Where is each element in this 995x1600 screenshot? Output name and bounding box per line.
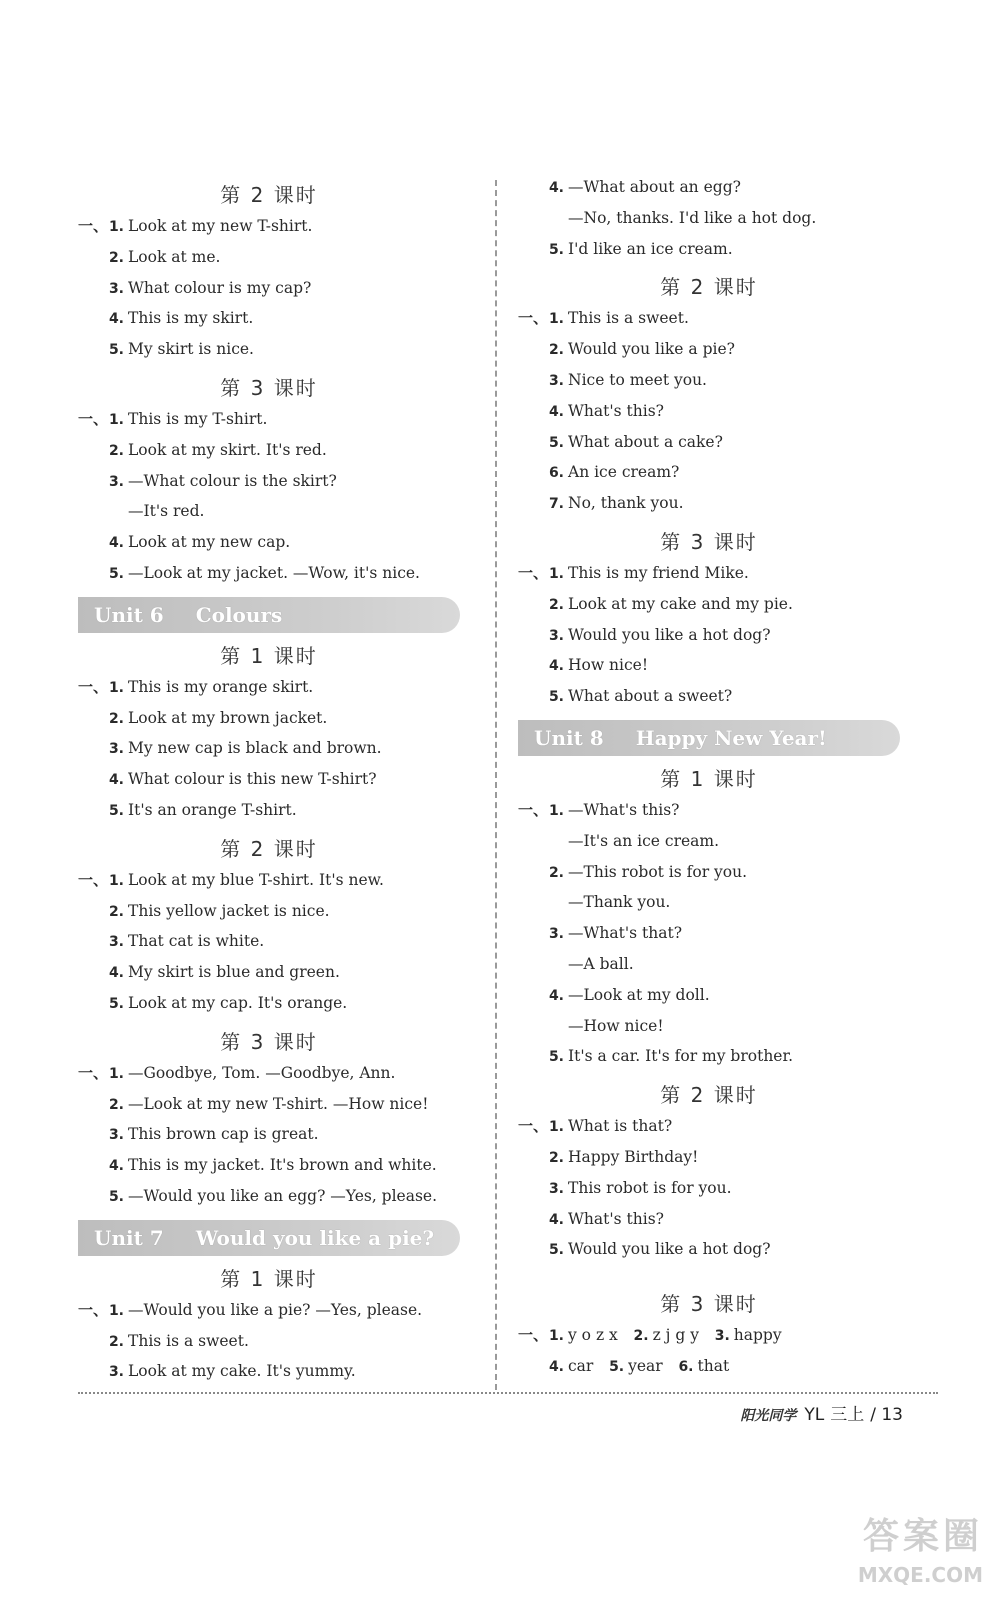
answer-list [78, 672, 460, 826]
section-mark: 一、 [78, 1300, 109, 1319]
answer-line [518, 887, 900, 918]
unit-label: Unit 7 [94, 1225, 164, 1250]
answer-text: —Would you like a pie? —Yes, please. [128, 1300, 423, 1319]
answer-line [78, 1356, 460, 1387]
answer-line [78, 896, 460, 927]
answer-text: happy [733, 1326, 782, 1345]
answer-line [518, 826, 900, 857]
answer-text: Would you like a hot dog? [568, 1240, 771, 1259]
unit-title: Would you like a pie? [195, 1225, 435, 1250]
item-number: 2. [108, 442, 124, 459]
answer-text: —Look at my doll. [568, 985, 710, 1004]
answer-line [78, 1326, 460, 1357]
lesson-heading: 第 3 课时 [220, 1029, 318, 1054]
answer-line [78, 703, 460, 734]
answer-text: —No, thanks. I'd like a hot dog. [568, 208, 817, 227]
item-number: 1. [548, 311, 564, 328]
answer-line [518, 1351, 900, 1382]
answer-text: year [628, 1356, 663, 1375]
answer-text: —What's this? [568, 800, 680, 819]
item-number: 4. [108, 772, 124, 789]
answer-line [518, 365, 900, 396]
section-mark: 一、 [518, 1117, 549, 1136]
answer-line [78, 957, 460, 988]
answer-text: This yellow jacket is nice. [128, 901, 330, 920]
section-mark: 一、 [518, 800, 549, 819]
answer-text: What colour is my cap? [128, 278, 312, 297]
item-number: 5. [548, 1242, 564, 1259]
page-number: / 13 [870, 1405, 903, 1425]
answer-list [78, 404, 460, 589]
answer-line [78, 334, 460, 365]
item-number: 3. [548, 1180, 564, 1197]
answer-text: Look at my cake and my pie. [568, 594, 793, 613]
answer-text: This brown cap is great. [128, 1125, 319, 1144]
item-number: 6. [548, 465, 564, 482]
answer-line [518, 1142, 900, 1173]
footer-rule [78, 1392, 938, 1394]
page-footer [740, 1398, 903, 1432]
answer-text: —What colour is the skirt? [128, 471, 337, 490]
answer-text: How nice! [568, 656, 649, 675]
answer-line [518, 172, 900, 203]
section-mark: 一、 [78, 1063, 109, 1082]
section-mark: 一、 [518, 1326, 549, 1345]
item-number: 6. [678, 1358, 694, 1375]
answer-list [518, 303, 900, 519]
answer-text: What colour is this new T-shirt? [128, 770, 377, 789]
answer-line [78, 273, 460, 304]
grade-label: 三上 [830, 1405, 865, 1425]
answer-line [78, 1058, 460, 1089]
item-number: 4. [548, 403, 564, 420]
answer-text: My skirt is nice. [128, 340, 254, 359]
answer-line [518, 620, 900, 651]
item-number: 4. [108, 965, 124, 982]
lesson-heading: 第 3 课时 [220, 375, 318, 400]
answer-line [78, 242, 460, 273]
item-number: 3. [108, 473, 124, 490]
answer-line [518, 457, 900, 488]
answer-text: —Look at my jacket. —Wow, it's nice. [128, 563, 420, 582]
answer-text: Would you like a hot dog? [568, 625, 771, 644]
answer-list [78, 1295, 460, 1387]
answer-text: This is a sweet. [128, 1331, 249, 1350]
item-number: 5. [609, 1358, 625, 1375]
answer-line [78, 1295, 460, 1326]
lesson-heading: 第 2 课时 [220, 183, 318, 207]
answer-line [518, 234, 900, 265]
answer-line [78, 764, 460, 795]
section-mark: 一、 [78, 677, 109, 696]
answer-text: —Goodbye, Tom. —Goodbye, Ann. [128, 1063, 396, 1082]
answer-text: —Thank you. [568, 893, 671, 912]
item-number: 5. [108, 1188, 124, 1205]
lesson-heading: 第 3 课时 [660, 1292, 758, 1317]
watermark-url: MXQE.COM [857, 1563, 983, 1587]
answer-text: Look at my cap. It's orange. [128, 993, 348, 1012]
answer-text: That cat is white. [128, 932, 265, 951]
answer-line [518, 1011, 900, 1042]
answer-text: —Would you like an egg? —Yes, please. [128, 1186, 438, 1205]
answer-text: This is my skirt. [128, 309, 254, 328]
answer-line [518, 1204, 900, 1235]
answer-line [518, 1173, 900, 1204]
answer-list [518, 558, 900, 712]
item-number: 1. [548, 565, 564, 582]
section-mark: 一、 [518, 309, 549, 328]
item-number: 5. [548, 434, 564, 451]
answer-line [78, 865, 460, 896]
item-number: 3. [548, 926, 564, 943]
item-number: 7. [548, 496, 564, 513]
watermark-text: 答案圈 [862, 1516, 983, 1557]
answer-text: —What about an egg? [568, 178, 741, 196]
answer-text: What is that? [568, 1117, 673, 1136]
column-divider [495, 180, 497, 1390]
item-number: 1. [548, 1328, 564, 1345]
lesson-heading: 第 2 课时 [660, 1083, 758, 1108]
item-number: 4. [108, 311, 124, 328]
answer-line [518, 1041, 900, 1072]
answer-line [78, 404, 460, 435]
answer-line [78, 672, 460, 703]
answer-text: This is my friend Mike. [568, 563, 749, 582]
answer-line [78, 558, 460, 589]
section-mark: 一、 [78, 870, 109, 889]
item-number: 2. [108, 903, 124, 920]
lesson-heading: 第 2 课时 [220, 836, 318, 861]
answer-line [518, 203, 900, 234]
item-number: 1. [108, 1065, 124, 1082]
item-number: 2. [548, 864, 564, 881]
answer-text: It's a car. It's for my brother. [568, 1047, 794, 1066]
item-number: 4. [108, 1158, 124, 1175]
answer-text: Look at my new T-shirt. [128, 217, 313, 235]
unit-title: Colours [195, 602, 283, 627]
answer-line [78, 435, 460, 466]
answer-text: —This robot is for you. [568, 862, 748, 881]
answer-line [78, 527, 460, 558]
answer-line [518, 795, 900, 826]
unit-title: Happy New Year! [635, 725, 827, 750]
item-number: 5. [108, 342, 124, 359]
answer-text: Happy Birthday! [568, 1147, 699, 1166]
item-number: 3. [108, 1127, 124, 1144]
item-number: 5. [548, 1049, 564, 1066]
item-number: 1. [108, 679, 124, 696]
item-number: 3. [108, 280, 124, 297]
answer-text: This is my T-shirt. [128, 409, 268, 428]
watermark-logo [833, 1508, 983, 1588]
answer-text: This is my orange skirt. [128, 677, 314, 696]
answer-text: What's this? [568, 1209, 664, 1228]
answer-text: that [697, 1356, 730, 1375]
answer-line [78, 926, 460, 957]
answer-text: What about a sweet? [568, 687, 733, 706]
answer-line [518, 488, 900, 519]
answer-text: Look at my cake. It's yummy. [128, 1362, 356, 1381]
answer-line [518, 980, 900, 1011]
item-number: 1. [108, 411, 124, 428]
answer-text: I'd like an ice cream. [568, 239, 733, 258]
unit-8-banner [518, 720, 900, 756]
answer-line [518, 396, 900, 427]
answer-line [518, 303, 900, 334]
answer-text: This is my jacket. It's brown and white. [128, 1156, 437, 1175]
answer-line [518, 857, 900, 888]
answer-line [78, 496, 460, 527]
answer-text: z j g y [652, 1326, 699, 1345]
answer-text: No, thank you. [568, 494, 684, 513]
unit-6-banner [78, 597, 460, 633]
section-mark: 一、 [78, 217, 109, 235]
item-number: 4. [108, 535, 124, 552]
item-number: 3. [548, 627, 564, 644]
answer-list [518, 172, 900, 264]
item-number: 3. [108, 934, 124, 951]
answer-text: —What's that? [568, 924, 683, 943]
section-mark: 一、 [518, 563, 549, 582]
answer-text: Look at my new cap. [128, 533, 291, 552]
answer-line [78, 988, 460, 1019]
answer-text: —A ball. [568, 954, 634, 973]
lesson-heading: 第 3 课时 [660, 529, 758, 554]
answer-line [518, 1111, 900, 1142]
answer-line [518, 681, 900, 712]
answer-text: car [568, 1356, 594, 1375]
left-column [78, 172, 460, 1387]
answer-text: This is a sweet. [568, 309, 689, 328]
answer-list [78, 1058, 460, 1212]
item-number: 2. [108, 249, 124, 266]
answer-text: Look at my brown jacket. [128, 708, 328, 727]
section-mark: 一、 [78, 409, 109, 428]
item-number: 4. [548, 1211, 564, 1228]
answer-line [518, 650, 900, 681]
unit-7-banner [78, 1220, 460, 1256]
answer-text: My new cap is black and brown. [128, 739, 382, 758]
item-number: 5. [108, 802, 124, 819]
answer-text: —It's red. [128, 502, 205, 521]
answer-line [518, 427, 900, 458]
item-number: 2. [548, 596, 564, 613]
answer-text: My skirt is blue and green. [128, 963, 340, 982]
answer-line [78, 1089, 460, 1120]
answer-line [518, 918, 900, 949]
lesson-heading: 第 2 课时 [660, 275, 758, 300]
answer-list [518, 1111, 900, 1265]
brand-logo: 阳光同学 [740, 1408, 797, 1424]
item-number: 4. [548, 987, 564, 1004]
item-number: 1. [548, 1119, 564, 1136]
answer-line [518, 949, 900, 980]
unit-label: Unit 8 [534, 725, 604, 750]
item-number: 5. [548, 241, 564, 258]
item-number: 5. [548, 689, 564, 706]
item-number: 1. [108, 872, 124, 889]
item-number: 1. [108, 1302, 124, 1319]
answer-line [518, 1234, 900, 1265]
item-number: 5. [108, 995, 124, 1012]
answer-line [78, 795, 460, 826]
series-code: YL [804, 1405, 825, 1425]
item-number: 1. [548, 802, 564, 819]
answer-line [78, 303, 460, 334]
answer-line [518, 1320, 900, 1351]
answer-text: What about a cake? [568, 432, 723, 451]
item-number: 4. [548, 180, 564, 196]
item-number: 4. [548, 1358, 564, 1375]
answer-text: An ice cream? [568, 463, 680, 482]
answer-list [518, 795, 900, 1072]
item-number: 2. [108, 1333, 124, 1350]
answer-text: Look at my skirt. It's red. [128, 440, 327, 459]
item-number: 3. [108, 741, 124, 758]
answer-text: —It's an ice cream. [568, 831, 720, 850]
answer-line [78, 1119, 460, 1150]
answer-line [78, 1181, 460, 1212]
answer-text: Look at my blue T-shirt. It's new. [128, 870, 384, 889]
answer-text: Would you like a pie? [568, 340, 735, 359]
item-number: 2. [108, 1096, 124, 1113]
answer-text: Nice to meet you. [568, 370, 707, 389]
answer-text: —How nice! [568, 1016, 664, 1035]
answer-line [518, 558, 900, 589]
answer-text: Look at me. [128, 247, 221, 266]
item-number: 5. [108, 565, 124, 582]
unit-label: Unit 6 [94, 602, 164, 627]
answer-list [78, 211, 460, 365]
item-number: 3. [548, 372, 564, 389]
item-number: 3. [714, 1328, 730, 1345]
answer-list [78, 865, 460, 1019]
answer-line [78, 466, 460, 497]
item-number: 2. [108, 710, 124, 727]
answer-text: y o z x [568, 1326, 618, 1345]
answer-text: —Look at my new T-shirt. —How nice! [128, 1094, 429, 1113]
answer-line [518, 589, 900, 620]
answer-text: It's an orange T-shirt. [128, 800, 297, 819]
item-number: 2. [548, 342, 564, 359]
lesson-heading: 第 1 课时 [660, 766, 758, 791]
answer-line [518, 334, 900, 365]
answer-text: What's this? [568, 401, 664, 420]
answer-line [78, 211, 460, 242]
lesson-heading: 第 1 课时 [220, 643, 318, 668]
item-number: 4. [548, 658, 564, 675]
right-column [518, 172, 900, 1382]
answer-line [78, 1150, 460, 1181]
answer-text: This robot is for you. [568, 1178, 732, 1197]
item-number: 2. [633, 1328, 649, 1345]
lesson-heading: 第 1 课时 [220, 1266, 318, 1291]
item-number: 1. [108, 219, 124, 235]
item-number: 2. [548, 1149, 564, 1166]
answer-line [78, 733, 460, 764]
item-number: 3. [108, 1364, 124, 1381]
